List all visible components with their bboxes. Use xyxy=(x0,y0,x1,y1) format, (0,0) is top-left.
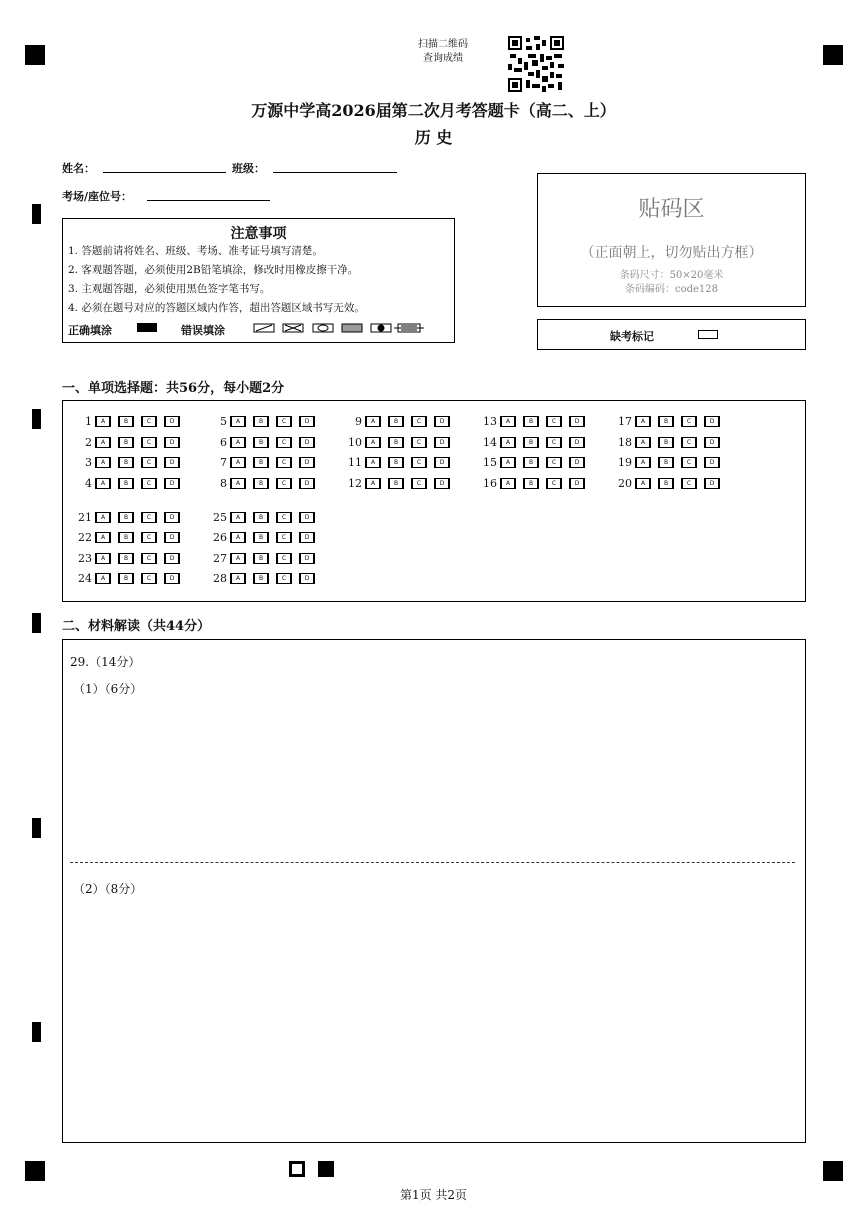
mc-option-bubble[interactable]: D xyxy=(434,416,450,427)
class-field[interactable] xyxy=(273,172,397,173)
mc-question-row xyxy=(67,510,187,524)
mc-question-row xyxy=(337,476,457,490)
mc-question-number: 1 xyxy=(85,414,92,428)
mc-option-bubble[interactable]: A xyxy=(500,478,516,489)
mc-question-row xyxy=(202,476,322,490)
mc-option-bubble[interactable]: A xyxy=(500,416,516,427)
mc-option-bubble[interactable]: D xyxy=(164,532,180,543)
mc-question-number: 14 xyxy=(483,435,497,449)
absent-label: 缺考标记 xyxy=(610,330,654,343)
section1-title: 一、单项选择题：共56分，每小题2分 xyxy=(62,381,285,396)
mc-option-bubble[interactable]: A xyxy=(365,478,381,489)
question-29-label: 29.（14分） xyxy=(70,655,141,669)
mc-question-number: 3 xyxy=(85,455,92,469)
mc-option-bubble[interactable]: B xyxy=(253,416,269,427)
mc-option-bubble[interactable]: D xyxy=(164,478,180,489)
mc-question-row xyxy=(202,435,322,449)
mc-option-bubble[interactable]: C xyxy=(411,478,427,489)
mc-option-bubble[interactable]: D xyxy=(434,437,450,448)
multiple-choice-area xyxy=(62,400,806,602)
mc-option-bubble[interactable]: B xyxy=(253,573,269,584)
mc-option-bubble[interactable]: D xyxy=(164,512,180,523)
mc-option-bubble[interactable]: C xyxy=(411,416,427,427)
mc-question-row xyxy=(202,510,322,524)
page-number: 第1页 共2页 xyxy=(399,1188,468,1202)
mc-option-bubble[interactable]: B xyxy=(658,478,674,489)
mc-question-row xyxy=(67,571,187,585)
wrong-fill-label: 错误填涂 xyxy=(181,324,225,337)
mc-question-number: 13 xyxy=(483,414,497,428)
mc-option-bubble[interactable]: C xyxy=(141,478,157,489)
mc-option-bubble[interactable]: C xyxy=(546,416,562,427)
mc-option-bubble[interactable]: B xyxy=(523,457,539,468)
mc-option-bubble[interactable]: B xyxy=(523,416,539,427)
mc-option-bubble[interactable]: C xyxy=(681,437,697,448)
section2-title: 二、材料解读（共44分） xyxy=(62,619,211,634)
mc-question-row xyxy=(472,476,592,490)
mc-option-bubble[interactable]: A xyxy=(95,457,111,468)
mc-question-number: 5 xyxy=(220,414,227,428)
mc-option-bubble[interactable]: D xyxy=(164,573,180,584)
mc-question-number: 26 xyxy=(213,530,227,544)
mc-option-bubble[interactable]: A xyxy=(95,532,111,543)
subquestion-2-label: （2）（8分） xyxy=(73,882,143,896)
mc-question-row xyxy=(202,571,322,585)
mc-question-number: 9 xyxy=(355,414,362,428)
timing-mark xyxy=(32,613,41,633)
mc-question-number: 11 xyxy=(348,455,362,469)
mc-option-bubble[interactable]: D xyxy=(434,478,450,489)
mc-option-bubble[interactable]: D xyxy=(704,437,720,448)
mc-option-bubble[interactable]: A xyxy=(500,457,516,468)
mc-option-bubble[interactable]: A xyxy=(365,457,381,468)
qr-label xyxy=(408,38,478,66)
timing-mark xyxy=(32,818,41,838)
barcode-size: 条码尺寸：50×20毫米 xyxy=(619,270,724,281)
mc-option-bubble[interactable]: C xyxy=(276,553,292,564)
correct-fill-label: 正确填涂 xyxy=(68,324,112,337)
mc-option-bubble[interactable]: D xyxy=(569,437,585,448)
mc-option-bubble[interactable]: B xyxy=(118,437,134,448)
mc-option-bubble[interactable]: B xyxy=(388,457,404,468)
mc-question-number: 17 xyxy=(618,414,632,428)
barcode-subtitle: （正面朝上，切勿贴出方框） xyxy=(580,245,763,261)
mc-option-bubble[interactable]: C xyxy=(276,573,292,584)
qr-label-line1: 扫描二维码 xyxy=(418,39,468,50)
mc-option-bubble[interactable]: C xyxy=(276,478,292,489)
mc-option-bubble[interactable]: C xyxy=(141,457,157,468)
mc-option-bubble[interactable]: B xyxy=(253,532,269,543)
mc-question-number: 19 xyxy=(618,455,632,469)
mc-option-bubble[interactable]: D xyxy=(164,553,180,564)
mc-question-number: 12 xyxy=(348,476,362,490)
mc-question-number: 7 xyxy=(220,455,227,469)
mc-option-bubble[interactable]: C xyxy=(546,437,562,448)
mc-question-number: 28 xyxy=(213,571,227,585)
mc-option-bubble[interactable]: C xyxy=(681,478,697,489)
mc-option-bubble[interactable]: D xyxy=(299,478,315,489)
mc-question-number: 2 xyxy=(85,435,92,449)
notice-box xyxy=(62,218,455,343)
mc-question-row xyxy=(67,551,187,565)
mc-option-bubble[interactable]: A xyxy=(635,416,651,427)
page-mark-solid xyxy=(318,1161,334,1177)
mc-question-row xyxy=(472,435,592,449)
mc-option-bubble[interactable]: B xyxy=(253,437,269,448)
seat-field[interactable] xyxy=(147,200,270,201)
barcode-title: 贴码区 xyxy=(638,197,705,222)
mc-option-bubble[interactable]: D xyxy=(434,457,450,468)
notice-item: 1. 答题前请将姓名、班级、考场、准考证号填写清楚。 xyxy=(68,245,323,257)
mc-option-bubble[interactable]: C xyxy=(411,457,427,468)
mc-option-bubble[interactable]: C xyxy=(141,532,157,543)
mc-option-bubble[interactable]: C xyxy=(546,457,562,468)
corner-mark-bottom-right xyxy=(823,1161,843,1181)
mc-option-bubble[interactable]: B xyxy=(118,512,134,523)
barcode-area[interactable] xyxy=(537,173,806,307)
mc-option-bubble[interactable]: A xyxy=(230,416,246,427)
barcode-encoding: 条码编码：code128 xyxy=(624,284,719,295)
mc-option-bubble[interactable]: C xyxy=(141,437,157,448)
mc-option-bubble[interactable]: D xyxy=(299,532,315,543)
mc-option-bubble[interactable]: D xyxy=(299,512,315,523)
mc-option-bubble[interactable]: C xyxy=(276,532,292,543)
timing-mark xyxy=(32,409,41,429)
seat-label: 考场/座位号： xyxy=(62,190,133,203)
mc-option-bubble[interactable]: C xyxy=(276,512,292,523)
mc-option-bubble[interactable]: B xyxy=(118,573,134,584)
mc-option-bubble[interactable]: A xyxy=(635,478,651,489)
mc-question-row xyxy=(202,551,322,565)
essay-answer-area[interactable] xyxy=(62,639,806,1143)
mc-question-number: 4 xyxy=(85,476,92,490)
answer-divider xyxy=(70,862,795,863)
mc-question-number: 23 xyxy=(78,551,92,565)
mc-question-number: 15 xyxy=(483,455,497,469)
mc-option-bubble[interactable]: B xyxy=(658,437,674,448)
mc-option-bubble[interactable]: C xyxy=(276,416,292,427)
mc-option-bubble[interactable]: D xyxy=(569,416,585,427)
mc-option-bubble[interactable]: B xyxy=(388,416,404,427)
mc-option-bubble[interactable]: B xyxy=(118,416,134,427)
mc-question-number: 20 xyxy=(618,476,632,490)
mc-option-bubble[interactable]: B xyxy=(658,457,674,468)
mc-question-row xyxy=(337,455,457,469)
corner-mark-top-right xyxy=(823,45,843,65)
mc-option-bubble[interactable]: C xyxy=(141,512,157,523)
mc-option-bubble[interactable]: B xyxy=(118,553,134,564)
mc-option-bubble[interactable]: A xyxy=(365,437,381,448)
mc-option-bubble[interactable]: A xyxy=(635,437,651,448)
mc-question-number: 21 xyxy=(78,510,92,524)
mc-option-bubble[interactable]: D xyxy=(299,573,315,584)
mc-option-bubble[interactable]: C xyxy=(681,457,697,468)
mc-option-bubble[interactable]: D xyxy=(704,478,720,489)
page-title: 万源中学高2026届第二次月考答题卡（高二、上） xyxy=(251,101,616,120)
name-field[interactable] xyxy=(103,172,226,173)
mc-option-bubble[interactable]: A xyxy=(95,478,111,489)
mc-option-bubble[interactable]: A xyxy=(635,457,651,468)
mc-option-bubble[interactable]: D xyxy=(704,457,720,468)
corner-mark-bottom-left xyxy=(25,1161,45,1181)
mc-question-row xyxy=(202,414,322,428)
notice-item: 4. 必须在题号对应的答题区域内作答，超出答题区域书写无效。 xyxy=(68,302,365,314)
mc-option-bubble[interactable]: A xyxy=(95,573,111,584)
mc-option-bubble[interactable]: A xyxy=(230,553,246,564)
mc-question-row xyxy=(607,435,727,449)
mc-option-bubble[interactable]: A xyxy=(95,512,111,523)
mc-option-bubble[interactable]: C xyxy=(411,437,427,448)
mc-option-bubble[interactable]: C xyxy=(681,416,697,427)
mc-option-bubble[interactable]: B xyxy=(388,478,404,489)
mc-question-row xyxy=(337,435,457,449)
mc-option-bubble[interactable]: D xyxy=(299,553,315,564)
mc-option-bubble[interactable]: A xyxy=(230,457,246,468)
mc-option-bubble[interactable]: B xyxy=(253,553,269,564)
name-label: 姓名： xyxy=(62,162,95,175)
mc-question-number: 22 xyxy=(78,530,92,544)
wrong-fill-examples-icon xyxy=(253,321,425,335)
mc-option-bubble[interactable]: A xyxy=(230,437,246,448)
mc-option-bubble[interactable]: C xyxy=(276,437,292,448)
mc-option-bubble[interactable]: A xyxy=(230,573,246,584)
mc-question-number: 16 xyxy=(483,476,497,490)
mc-option-bubble[interactable]: B xyxy=(523,478,539,489)
qr-code-icon[interactable] xyxy=(508,36,564,92)
mc-question-number: 25 xyxy=(213,510,227,524)
mc-option-bubble[interactable]: A xyxy=(230,532,246,543)
mc-question-row xyxy=(202,455,322,469)
mc-question-row xyxy=(337,414,457,428)
mc-option-bubble[interactable]: A xyxy=(95,416,111,427)
mc-option-bubble[interactable]: A xyxy=(365,416,381,427)
mc-question-number: 27 xyxy=(213,551,227,565)
mc-option-bubble[interactable]: A xyxy=(230,512,246,523)
mc-option-bubble[interactable]: C xyxy=(276,457,292,468)
notice-item: 3. 主观题答题，必须使用黑色签字笔书写。 xyxy=(68,283,271,295)
notice-title: 注意事项 xyxy=(230,226,287,242)
mc-question-row xyxy=(67,455,187,469)
mc-option-bubble[interactable]: B xyxy=(253,457,269,468)
mc-question-number: 24 xyxy=(78,571,92,585)
qr-label-line2: 查询成绩 xyxy=(423,53,463,64)
mc-question-row xyxy=(472,455,592,469)
mc-option-bubble[interactable]: B xyxy=(253,478,269,489)
mc-question-number: 18 xyxy=(618,435,632,449)
mc-question-row xyxy=(67,414,187,428)
subject-title: 历 史 xyxy=(414,128,453,147)
mc-option-bubble[interactable]: A xyxy=(230,478,246,489)
mc-question-row xyxy=(202,530,322,544)
mc-option-bubble[interactable]: B xyxy=(118,457,134,468)
corner-mark-top-left xyxy=(25,45,45,65)
mc-option-bubble[interactable]: A xyxy=(95,553,111,564)
mc-question-number: 10 xyxy=(348,435,362,449)
mc-option-bubble[interactable]: D xyxy=(299,457,315,468)
correct-fill-example xyxy=(137,323,157,332)
mc-option-bubble[interactable]: B xyxy=(658,416,674,427)
mc-option-bubble[interactable]: A xyxy=(95,437,111,448)
mc-option-bubble[interactable]: B xyxy=(523,437,539,448)
page-mark-hollow xyxy=(289,1161,305,1177)
absent-mark-box xyxy=(537,319,806,350)
mc-option-bubble[interactable]: D xyxy=(299,416,315,427)
mc-option-bubble[interactable]: D xyxy=(299,437,315,448)
mc-option-bubble[interactable]: D xyxy=(164,416,180,427)
mc-option-bubble[interactable]: C xyxy=(141,416,157,427)
mc-question-row xyxy=(607,455,727,469)
mc-question-row xyxy=(607,414,727,428)
mc-option-bubble[interactable]: B xyxy=(253,512,269,523)
mc-option-bubble[interactable]: B xyxy=(118,478,134,489)
mc-option-bubble[interactable]: C xyxy=(546,478,562,489)
absent-checkbox[interactable] xyxy=(698,330,718,339)
mc-option-bubble[interactable]: C xyxy=(141,573,157,584)
subquestion-1-label: （1）（6分） xyxy=(73,682,143,696)
mc-question-number: 8 xyxy=(220,476,227,490)
mc-option-bubble[interactable]: C xyxy=(141,553,157,564)
mc-question-row xyxy=(472,414,592,428)
mc-option-bubble[interactable]: D xyxy=(569,457,585,468)
timing-mark xyxy=(32,204,41,224)
mc-option-bubble[interactable]: D xyxy=(704,416,720,427)
mc-option-bubble[interactable]: B xyxy=(118,532,134,543)
mc-question-row xyxy=(67,435,187,449)
mc-question-number: 6 xyxy=(220,435,227,449)
class-label: 班级： xyxy=(232,162,265,175)
mc-option-bubble[interactable]: B xyxy=(388,437,404,448)
mc-option-bubble[interactable]: A xyxy=(500,437,516,448)
mc-question-row xyxy=(67,476,187,490)
mc-question-row xyxy=(67,530,187,544)
mc-option-bubble[interactable]: D xyxy=(164,457,180,468)
mc-option-bubble[interactable]: D xyxy=(164,437,180,448)
notice-item: 2. 客观题答题，必须使用2B铅笔填涂，修改时用橡皮擦干净。 xyxy=(68,264,359,276)
mc-question-row xyxy=(607,476,727,490)
mc-option-bubble[interactable]: D xyxy=(569,478,585,489)
timing-mark xyxy=(32,1022,41,1042)
